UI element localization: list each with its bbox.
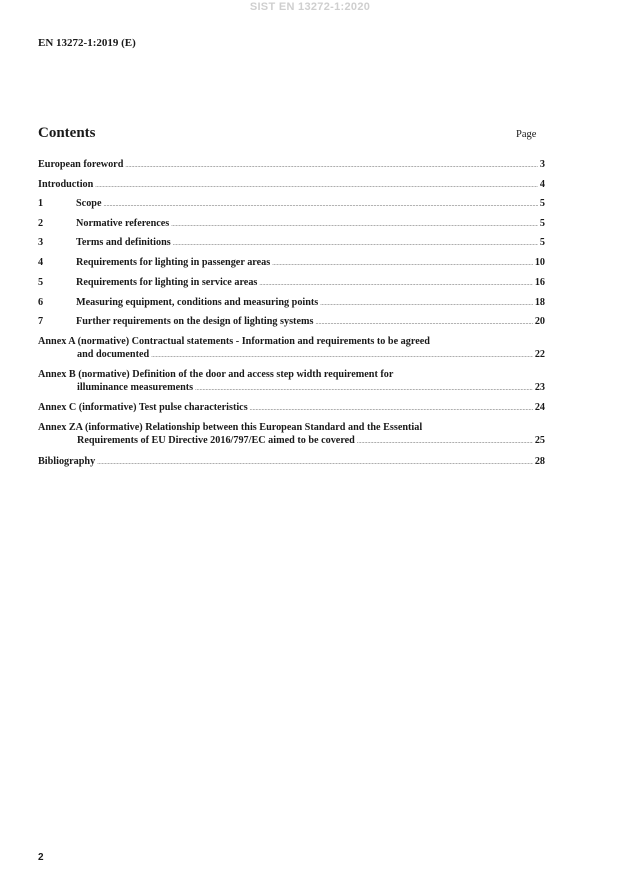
toc-leader-dots: [151, 350, 533, 363]
toc-entry-page: 16: [534, 277, 545, 288]
toc-entry-title: Normative references: [76, 217, 170, 229]
toc-entry-page: 10: [534, 257, 545, 268]
toc-entry-title: European foreword: [38, 159, 124, 170]
page-column-label: Page: [516, 129, 537, 140]
toc-entry-page: 3: [539, 159, 545, 170]
toc-entry-title: Annex C (informative) Test pulse characteristics: [38, 402, 248, 413]
toc-entry-annex-za[interactable]: [38, 421, 545, 449]
toc-entry-title: Requirements for lighting in service areas: [76, 277, 258, 288]
toc-entry-title: Introduction: [38, 178, 94, 190]
toc-entry-number: 3: [38, 237, 44, 248]
toc-entry-page: 22: [534, 349, 545, 360]
toc-entry-title: Further requirements on the design of lighting systems: [76, 316, 314, 327]
document-id-header: EN 13272-1:2019 (E): [38, 37, 136, 49]
toc-entry-passenger-areas[interactable]: [38, 256, 545, 271]
contents-heading: Contents: [38, 125, 96, 141]
toc-entry-bibliography[interactable]: [38, 455, 545, 470]
toc-entry-measuring[interactable]: [38, 296, 545, 311]
toc-entry-page: 24: [534, 402, 545, 413]
toc-entry-title-continued: and documented: [77, 349, 150, 360]
toc-entry-terms-and-definitions[interactable]: [38, 236, 545, 251]
toc-entry-scope[interactable]: [38, 197, 545, 212]
toc-entry-number: 5: [38, 277, 44, 288]
toc-entry-number: 7: [38, 316, 44, 327]
toc-entry-title: Scope: [76, 198, 102, 209]
toc-entry-title: Requirements for lighting in passenger areas: [76, 257, 271, 268]
toc-leader-dots: [259, 278, 532, 291]
toc-entry-annex-c[interactable]: [38, 401, 545, 416]
toc-entry-page: 28: [534, 456, 545, 467]
toc-leader-dots: [315, 317, 532, 330]
toc-entry-number: 4: [38, 257, 44, 268]
toc-leader-dots: [173, 238, 538, 251]
toc-leader-dots: [95, 180, 538, 193]
toc-entry-number: 1: [38, 198, 44, 209]
toc-leader-dots: [195, 383, 533, 396]
toc-entry-page: 4: [539, 178, 545, 190]
toc-entry-title: Bibliography: [38, 456, 96, 467]
toc-entry-annex-a[interactable]: [38, 335, 545, 363]
toc-entry-title-continued: Requirements of EU Directive 2016/797/EC aimed to be covered: [77, 435, 355, 446]
toc-entry-service-areas[interactable]: [38, 276, 545, 291]
toc-entry-title: Measuring equipment, conditions and measuring points: [76, 296, 319, 308]
toc-leader-dots: [357, 436, 533, 449]
toc-leader-dots: [125, 160, 538, 173]
toc-entry-page: 5: [539, 217, 545, 229]
toc-entry-title: Terms and definitions: [76, 237, 171, 248]
toc-leader-dots: [171, 219, 538, 232]
toc-entry-title: Annex ZA (informative) Relationship between this European Standard and the Essential: [38, 422, 423, 433]
toc-leader-dots: [320, 298, 533, 311]
toc-entry-introduction[interactable]: [38, 178, 545, 193]
toc-leader-dots: [272, 258, 533, 271]
toc-entry-title: Annex A (normative) Contractual statements - Information and requirements to be agreed: [38, 336, 430, 347]
toc-leader-dots: [97, 457, 533, 470]
toc-entry-page: 20: [534, 316, 545, 327]
toc-entry-further-requirements[interactable]: [38, 315, 545, 330]
toc-entry-annex-b[interactable]: [38, 368, 545, 396]
toc-entry-page: 23: [534, 382, 545, 393]
toc-entry-page: 18: [534, 296, 545, 308]
toc-entry-page: 5: [539, 237, 545, 248]
toc-leader-dots: [103, 199, 537, 212]
toc-entry-number: 2: [38, 217, 44, 229]
toc-leader-dots: [250, 403, 533, 416]
toc-entry-number: 6: [38, 296, 44, 308]
toc-entry-european-foreword[interactable]: [38, 158, 545, 173]
toc-entry-title-continued: illuminance measurements: [77, 382, 194, 393]
toc-entry-normative-references[interactable]: [38, 217, 545, 232]
page-number: 2: [38, 852, 44, 863]
toc-entry-page: 25: [534, 435, 545, 446]
toc-entry-title: Annex B (normative) Definition of the door and access step width requirement for: [38, 369, 394, 380]
watermark: SIST EN 13272-1:2020: [249, 1, 371, 13]
toc-entry-page: 5: [539, 198, 545, 209]
